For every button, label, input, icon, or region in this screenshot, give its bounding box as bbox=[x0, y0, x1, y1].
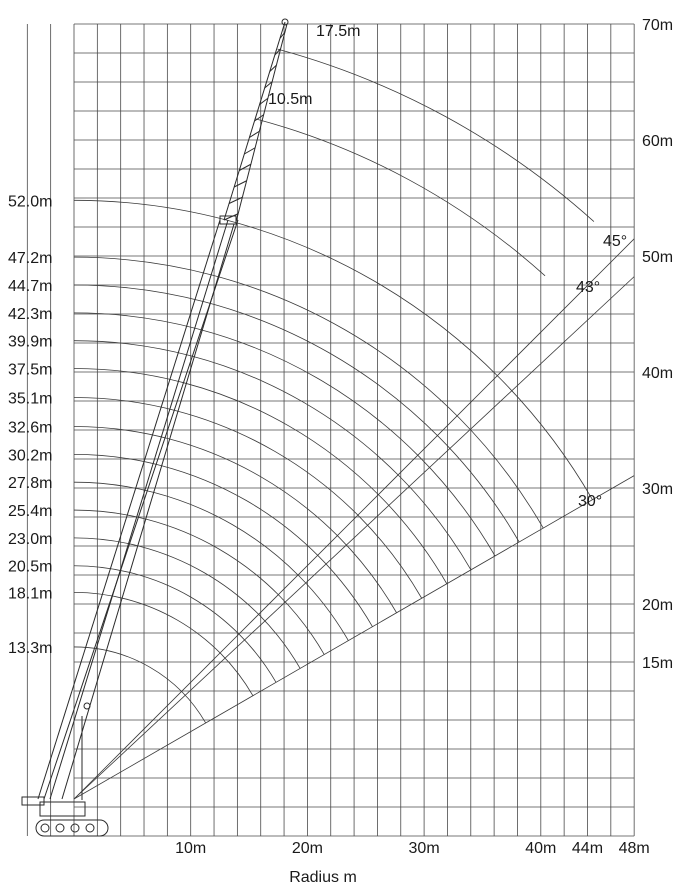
boom-length-label: 30.2m bbox=[8, 447, 53, 465]
boom-chord bbox=[38, 220, 220, 799]
boom-chord bbox=[50, 220, 228, 799]
hook-icon bbox=[84, 703, 90, 709]
y-tick-label: 15m bbox=[642, 655, 674, 672]
boom-length-label: 44.7m bbox=[8, 278, 53, 295]
boom-length-label: 39.9m bbox=[8, 333, 53, 351]
x-tick-label: 44m bbox=[571, 840, 604, 857]
angle-label: 30° bbox=[578, 493, 603, 510]
boom-length-label: 18.1m bbox=[8, 585, 53, 603]
x-tick-label: 10m bbox=[175, 840, 207, 857]
track-wheel bbox=[56, 824, 64, 832]
boom-length-label: 20.5m bbox=[8, 558, 53, 576]
track-wheel bbox=[41, 824, 49, 832]
crane-base bbox=[22, 797, 44, 805]
y-tick-label: 40m bbox=[642, 365, 674, 382]
crane-body bbox=[22, 703, 108, 836]
y-tick-label: 70m bbox=[642, 17, 674, 34]
jib-length-label: 10.5m bbox=[268, 91, 313, 108]
grid bbox=[27, 24, 634, 836]
boom-arc bbox=[74, 538, 300, 669]
boom-arc bbox=[74, 427, 397, 613]
y-tick-label: 20m bbox=[642, 597, 674, 614]
boom-arc bbox=[74, 200, 592, 499]
boom-length-label: 13.3m bbox=[8, 639, 53, 657]
x-tick-label: 40m bbox=[525, 840, 557, 857]
x-tick-label: 48m bbox=[618, 840, 650, 857]
boom-length-label: 42.3m bbox=[8, 305, 53, 323]
boom-length-label: 52.0m bbox=[8, 193, 53, 211]
y-tick-label: 50m bbox=[642, 249, 674, 266]
jib-length-label: 17.5m bbox=[316, 23, 361, 40]
boom-pendant bbox=[44, 220, 238, 799]
x-axis-title: Radius m bbox=[289, 869, 357, 886]
boom-length-label: 32.6m bbox=[8, 419, 53, 437]
boom-arc bbox=[74, 592, 253, 695]
jib-chord bbox=[236, 24, 287, 222]
boom-length-label: 37.5m bbox=[8, 361, 53, 379]
y-tick-label: 60m bbox=[642, 133, 674, 150]
boom-length-label: 23.0m bbox=[8, 530, 53, 548]
y-tick-label: 30m bbox=[642, 481, 674, 498]
angle-label: 43° bbox=[576, 279, 601, 296]
x-tick-label: 20m bbox=[291, 840, 323, 857]
boom-length-label: 27.8m bbox=[8, 475, 53, 493]
angle-label: 45° bbox=[603, 233, 628, 250]
jib-arc bbox=[256, 119, 545, 276]
track-wheel bbox=[71, 824, 79, 832]
crane-house bbox=[40, 802, 85, 816]
crane-boom bbox=[38, 19, 288, 799]
boom-length-label: 47.2m bbox=[8, 250, 53, 268]
track-wheel bbox=[86, 824, 94, 832]
x-tick-label: 30m bbox=[408, 840, 440, 857]
boom-length-label: 25.4m bbox=[8, 503, 53, 521]
boom-length-label: 35.1m bbox=[8, 390, 53, 408]
jib-arc bbox=[278, 49, 594, 221]
